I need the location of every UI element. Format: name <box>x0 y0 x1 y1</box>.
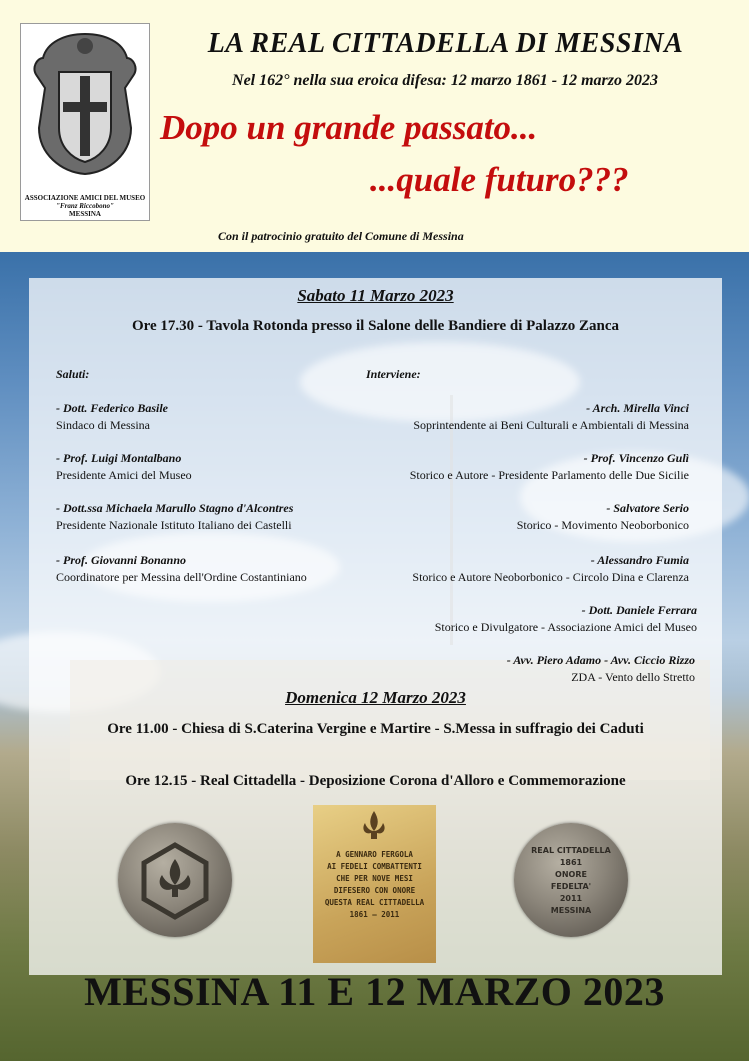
plaque-line: A GENNARO FERGOLA <box>336 850 413 859</box>
medal-line: 1861 <box>559 858 583 867</box>
logo-caption-line1: ASSOCIAZIONE AMICI DEL MUSEO <box>24 194 146 202</box>
speaker-name: - Alessandro Fumia <box>590 553 689 567</box>
speaker-role: Storico e Autore Neoborbonico - Circolo Dina e Clarenza <box>412 570 689 584</box>
greeting-name: - Prof. Luigi Montalbano <box>56 451 182 465</box>
greeting-item <box>56 400 168 434</box>
speaker-role: Storico e Autore - Presidente Parlamento delle Due Sicilie <box>409 468 689 482</box>
page-subtitle: Nel 162° nella sua eroica difesa: 12 marzo 1861 - 12 marzo 2023 <box>232 72 658 89</box>
medal-line: MESSINA <box>550 906 592 915</box>
speaker-role: Storico e Divulgatore - Associazione Amici del Museo <box>434 620 697 634</box>
speaker-item <box>517 500 689 534</box>
greeting-role: Presidente Nazionale Istituto Italiano dei Castelli <box>56 518 292 532</box>
greeting-name: - Dott. Federico Basile <box>56 401 168 415</box>
saturday-date: Sabato 11 Marzo 2023 <box>297 286 454 305</box>
greeting-name: - Dott.ssa Michaela Marullo Stagno d'Alcontres <box>56 501 294 515</box>
greeting-item <box>56 450 192 484</box>
speaker-item <box>412 552 689 586</box>
medal-text <box>514 845 628 917</box>
plaque-fleur-icon <box>313 805 436 845</box>
slogan-line1: Dopo un grande passato... <box>160 108 538 147</box>
page-title: LA REAL CITTADELLA DI MESSINA <box>207 28 684 59</box>
medal-line: REAL CITTADELLA <box>531 846 611 855</box>
greeting-name: - Prof. Giovanni Bonanno <box>56 553 187 567</box>
medal-line: FEDELTA' <box>550 882 592 891</box>
greetings-label: Saluti: <box>56 367 90 381</box>
speaker-name: - Dott. Daniele Ferrara <box>581 603 697 617</box>
speaker-role: Storico - Movimento Neoborbonico <box>516 518 689 532</box>
medal-fleur-de-lis <box>118 823 232 937</box>
speaker-item <box>507 652 695 686</box>
sunday-date: Domenica 12 Marzo 2023 <box>285 688 466 707</box>
sunday-event-mass: Ore 11.00 - Chiesa di S.Caterina Vergine e Martire - S.Messa in suffragio dei Caduti <box>107 721 644 737</box>
speaker-item <box>435 602 697 636</box>
footer-date-banner: MESSINA 11 E 12 MARZO 2023 <box>84 969 665 1014</box>
plaque-text <box>313 849 436 921</box>
medal-inscription <box>514 823 628 937</box>
speaker-item <box>410 450 689 484</box>
speaker-name: - Arch. Mirella Vinci <box>586 401 689 415</box>
coat-of-arms-icon <box>25 28 145 178</box>
speaker-name: - Prof. Vincenzo Gulì <box>583 451 689 465</box>
plaque-line: 1861 — 2011 <box>349 910 400 919</box>
greeting-role: Presidente Amici del Museo <box>56 468 192 482</box>
plaque-line: AI FEDELI COMBATTENTI <box>327 862 422 871</box>
logo-caption-line2: "Franz Riccobono" <box>56 202 114 210</box>
greeting-item <box>56 552 307 586</box>
speaker-role: Soprintendente ai Beni Culturali e Ambientali di Messina <box>413 418 689 432</box>
speaker-name: - Avv. Piero Adamo - Avv. Ciccio Rizzo <box>506 653 695 667</box>
association-logo <box>20 23 150 221</box>
logo-caption-line3: MESSINA <box>69 210 101 218</box>
speakers-label: Interviene: <box>366 367 421 381</box>
plaque-line: QUESTA REAL CITTADELLA <box>324 898 425 907</box>
greeting-item <box>56 500 293 534</box>
speaker-role: ZDA - Vento dello Stretto <box>571 670 695 684</box>
greeting-role: Sindaco di Messina <box>56 418 150 432</box>
plaque-line: CHE PER NOVE MESI <box>336 874 413 883</box>
medal-line: 2011 <box>559 894 583 903</box>
plaque-line: DIFESERO CON ONORE <box>333 886 416 895</box>
greeting-role: Coordinatore per Messina dell'Ordine Costantiniano <box>56 570 307 584</box>
speaker-item <box>413 400 689 434</box>
medal-line: ONORE <box>555 870 587 879</box>
saturday-event: Ore 17.30 - Tavola Rotonda presso il Salone delle Bandiere di Palazzo Zanca <box>131 318 620 334</box>
slogan-line2: ...quale futuro??? <box>370 160 629 199</box>
memorial-plaque <box>313 805 436 963</box>
speaker-name: - Salvatore Serio <box>606 501 689 515</box>
fleur-de-lis-icon <box>118 823 232 937</box>
patronage-note: Con il patrocinio gratuito del Comune di Messina <box>218 229 464 243</box>
sunday-event-wreath: Ore 12.15 - Real Cittadella - Deposizione Corona d'Alloro e Commemorazione <box>125 773 626 789</box>
